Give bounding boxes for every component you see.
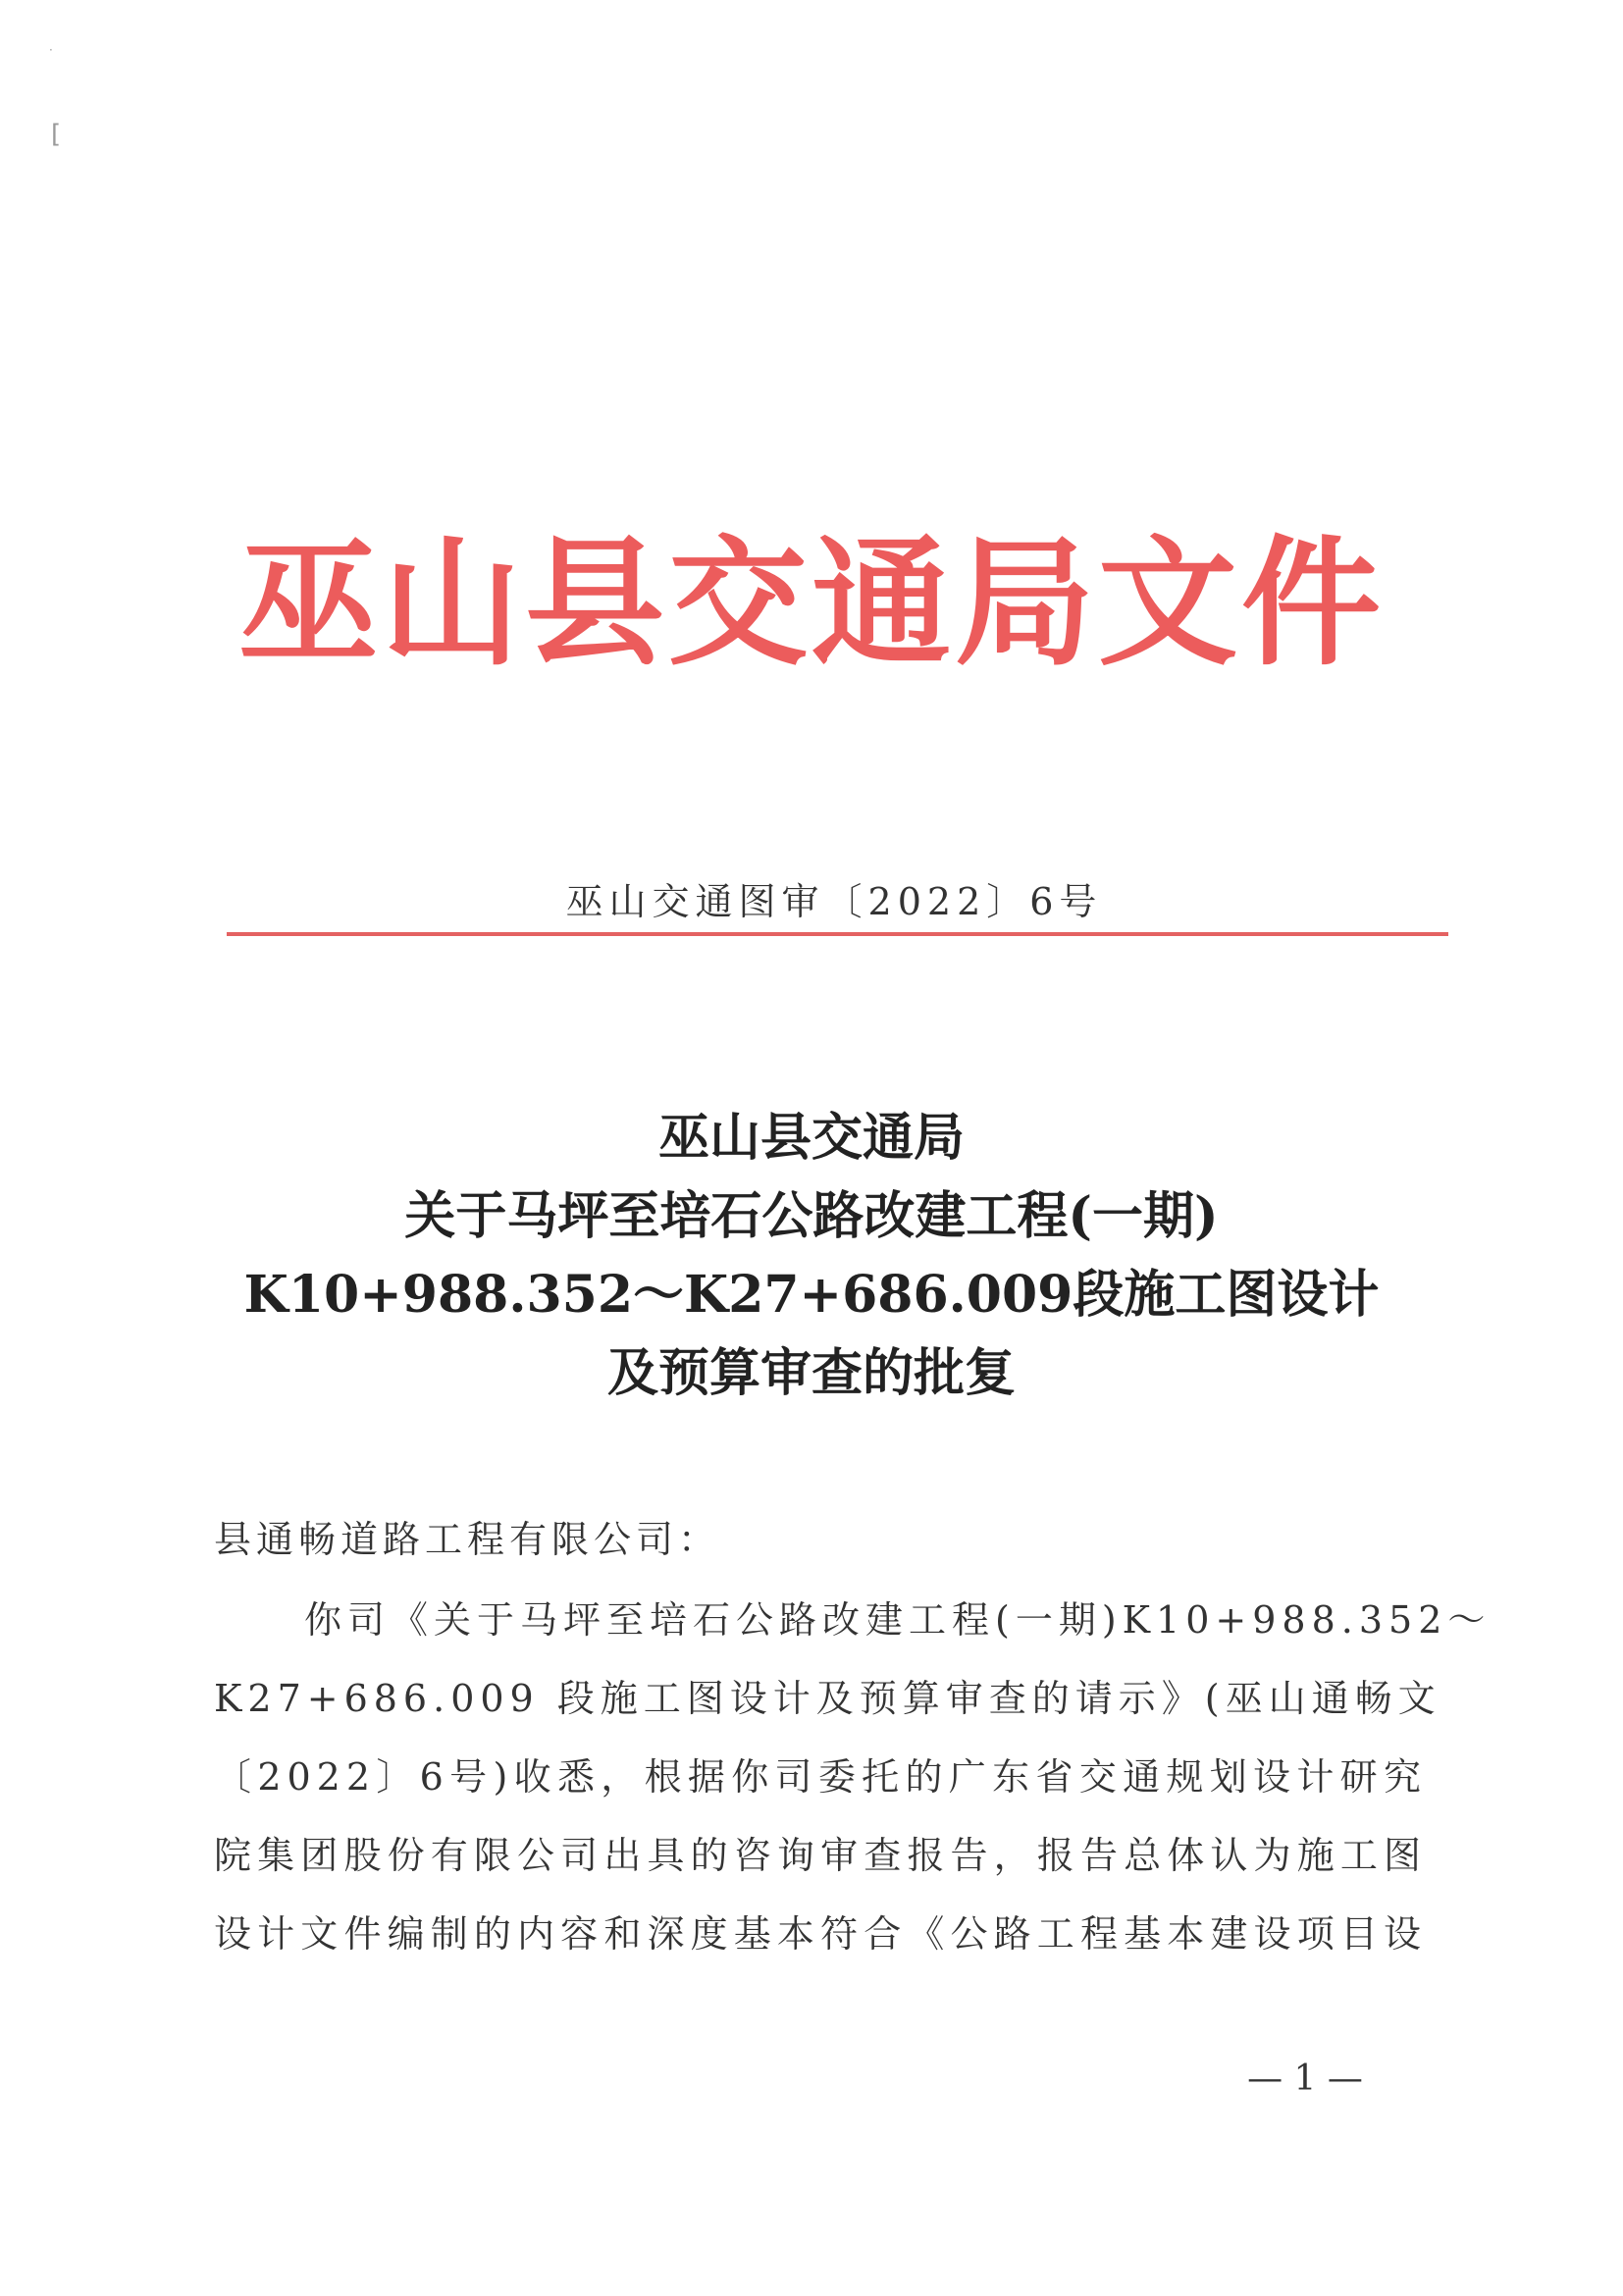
body-line: K27+686.009 段施工图设计及预算审查的请示》(巫山通畅文 [214, 1677, 1441, 1720]
title-line: 关于马坪至培石公路改建工程(一期) [404, 1186, 1219, 1246]
page-number: — 1 — [1247, 2059, 1363, 2099]
body-line: 〔2022〕6号)收悉，根据你司委托的广东省交通规划设计研究 [214, 1755, 1427, 1799]
salutation: 县通畅道路工程有限公司： [214, 1518, 721, 1561]
body-line: 设计文件编制的内容和深度基本符合《公路工程基本建设项目设 [214, 1912, 1427, 1956]
red-divider-line [227, 932, 1448, 936]
body-line: 你司《关于马坪至培石公路改建工程(一期)K10+988.352～ [304, 1598, 1492, 1642]
title-line: K10+988.352～K27+686.009段施工图设计 [243, 1265, 1380, 1325]
masthead-title: 巫山县交通局文件 [238, 523, 1385, 685]
document-number: 巫山交通图审〔2022〕6号 [565, 880, 1103, 923]
body-line: 院集团股份有限公司出具的咨询审查报告，报告总体认为施工图 [214, 1834, 1427, 1877]
scan-artifact-dot: · [49, 43, 53, 57]
title-line: 巫山县交通局 [657, 1108, 965, 1168]
document-title [196, 1099, 1427, 1413]
scan-artifact-mark: [ [51, 120, 62, 149]
title-line: 及预算审查的批复 [606, 1343, 1016, 1403]
